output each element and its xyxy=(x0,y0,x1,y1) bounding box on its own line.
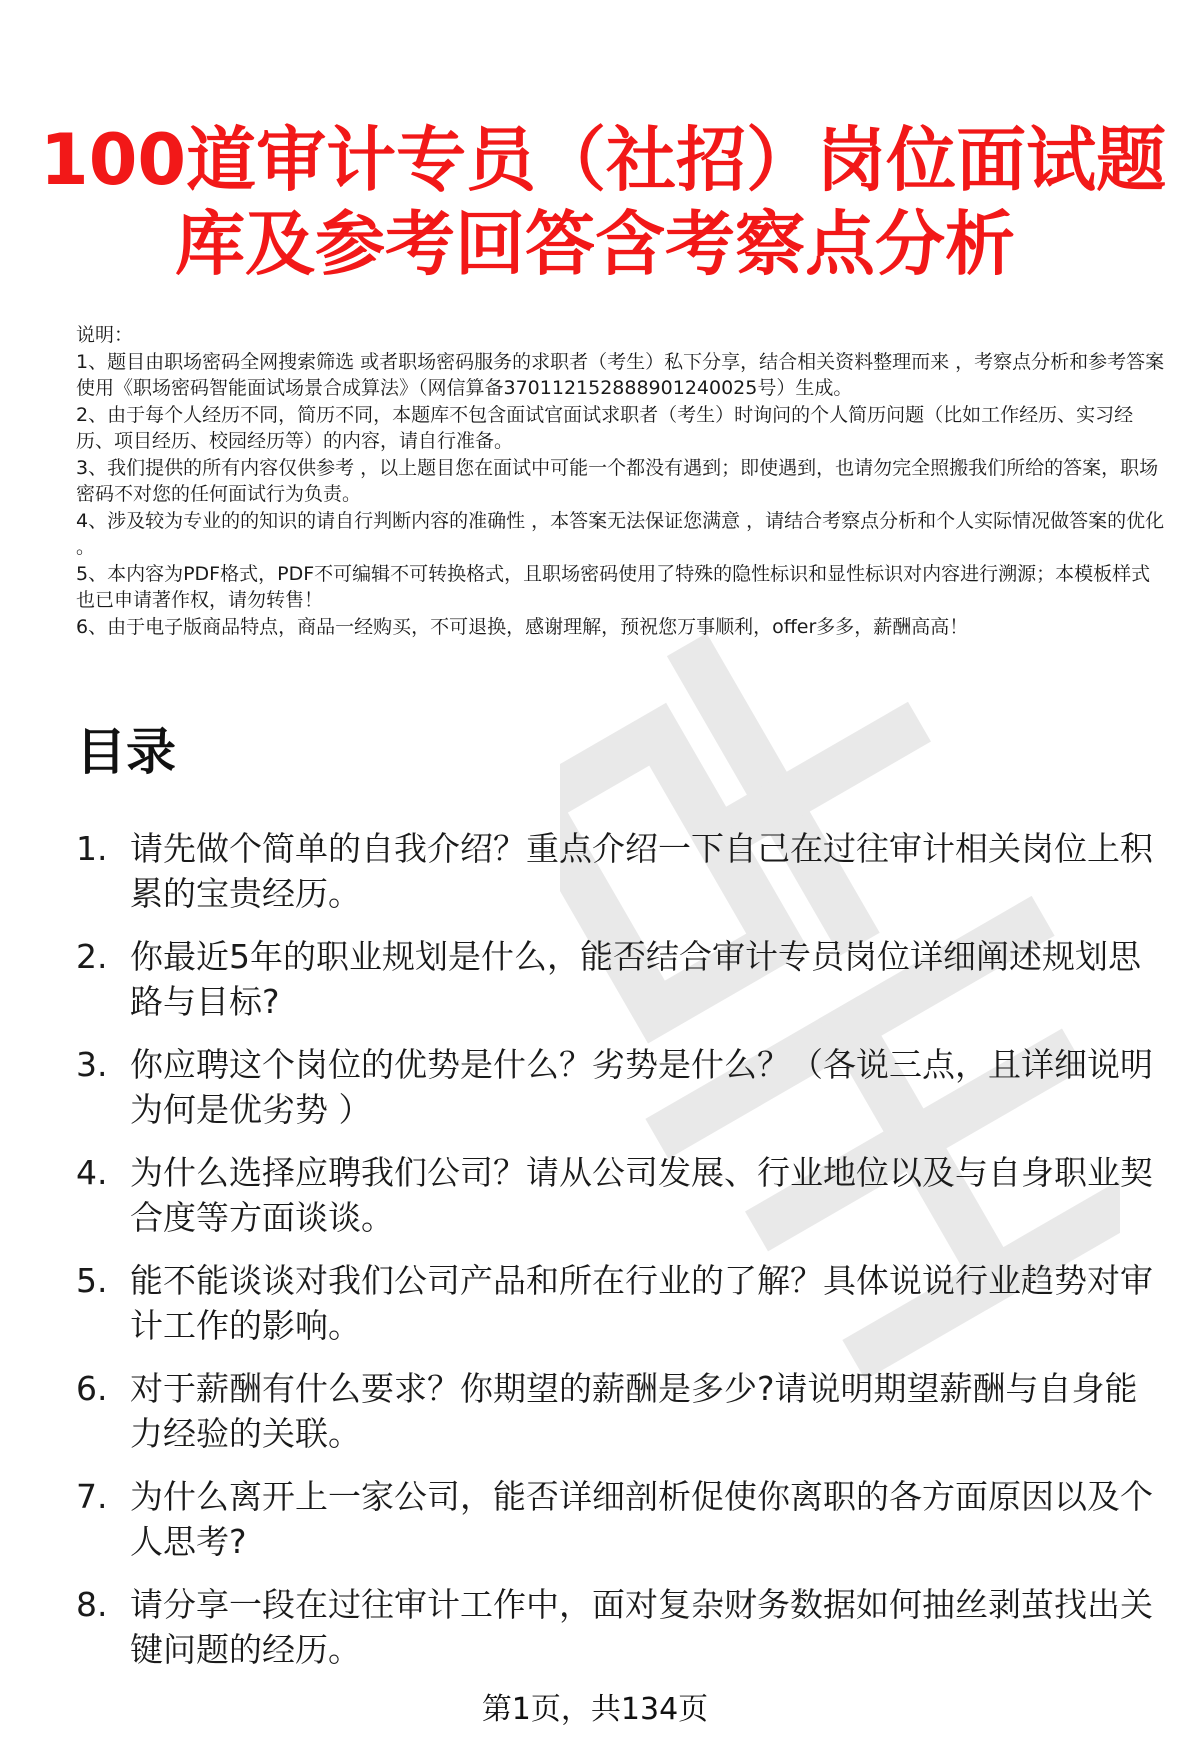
toc-item-text: 能不能谈谈对我们公司产品和所在行业的了解？具体说说行业趋势对审计工作的影响。 xyxy=(130,1261,1153,1345)
toc-item-number: 3. xyxy=(76,1045,108,1084)
toc-item[interactable] xyxy=(76,1258,1166,1348)
instructions-heading: 说明： xyxy=(76,324,134,346)
toc-item[interactable] xyxy=(76,826,1166,916)
title-line-1: 100道审计专员（社招）岗位面试题 xyxy=(40,119,1167,201)
toc-item-number: 5. xyxy=(76,1261,108,1300)
toc-item-text: 请先做个简单的自我介绍？重点介绍一下自己在过往审计相关岗位上积累的宝贵经历。 xyxy=(130,829,1153,913)
toc-item[interactable] xyxy=(76,1366,1166,1456)
toc-item-number: 7. xyxy=(76,1477,108,1516)
title-line-2: 库及参考回答含考察点分析 xyxy=(175,203,1015,285)
page-number: 第1页，共134页 xyxy=(481,1692,709,1727)
document-title xyxy=(40,118,1167,286)
instruction-item: 5、本内容为PDF格式，PDF不可编辑不可转换格式，且职场密码使用了特殊的隐性标识和显性标识对内容进行溯源；本模板样式也已申请著作权，请勿转售！ xyxy=(76,562,1151,611)
instruction-item: 1、题目由职场密码全网搜索筛选 或者职场密码服务的求职者（考生）私下分享，结合相关资料整理而来 ，考察点分析和参考答案使用《职场密码智能面试场景合成算法》（网信算备370112152888901240025号）生成。 xyxy=(76,350,1165,399)
toc-heading: 目录 xyxy=(76,723,176,781)
toc-item[interactable] xyxy=(76,1042,1166,1132)
toc-item[interactable] xyxy=(76,1150,1166,1240)
instructions-section xyxy=(76,322,1166,640)
toc-item-text: 对于薪酬有什么要求？你期望的薪酬是多少?请说明期望薪酬与自身能力经验的关联。 xyxy=(130,1369,1138,1453)
instruction-item: 2、由于每个人经历不同，简历不同，本题库不包含面试官面试求职者（考生）时询问的个人简历问题（比如工作经历、实习经历、项目经历、校园经历等）的内容，请自行准备。 xyxy=(76,403,1134,452)
instruction-item: 4、涉及较为专业的的知识的请自行判断内容的准确性 ，本答案无法保证您满意 ，请结合考察点分析和个人实际情况做答案的优化 。 xyxy=(76,509,1165,558)
toc-item[interactable] xyxy=(76,934,1166,1024)
toc-list xyxy=(76,826,1166,1690)
toc-item-number: 4. xyxy=(76,1153,108,1192)
toc-item-number: 1. xyxy=(76,829,108,868)
toc-item-text: 你应聘这个岗位的优势是什么？劣势是什么？（各说三点，且详细说明为何是优劣势 ） xyxy=(130,1045,1153,1129)
toc-item[interactable] xyxy=(76,1474,1166,1564)
instruction-item: 3、我们提供的所有内容仅供参考 ，以上题目您在面试中可能一个都没有遇到；即使遇到，也请勿完全照搬我们所给的答案，职场密码不对您的任何面试行为负责。 xyxy=(76,456,1159,505)
toc-item-number: 8. xyxy=(76,1585,108,1624)
toc-item-number: 2. xyxy=(76,937,108,976)
toc-item-text: 为什么选择应聘我们公司？请从公司发展、行业地位以及与自身职业契合度等方面谈谈。 xyxy=(130,1153,1153,1237)
instruction-item: 6、由于电子版商品特点，商品一经购买，不可退换，感谢理解，预祝您万事顺利，offer多多，薪酬高高！ xyxy=(76,615,969,638)
toc-item-text: 你最近5年的职业规划是什么，能否结合审计专员岗位详细阐述规划思路与目标? xyxy=(130,937,1141,1021)
toc-item-text: 请分享一段在过往审计工作中，面对复杂财务数据如何抽丝剥茧找出关键问题的经历。 xyxy=(130,1585,1153,1669)
toc-item[interactable] xyxy=(76,1582,1166,1672)
toc-item-text: 为什么离开上一家公司，能否详细剖析促使你离职的各方面原因以及个人思考? xyxy=(130,1477,1153,1561)
toc-item-number: 6. xyxy=(76,1369,108,1408)
